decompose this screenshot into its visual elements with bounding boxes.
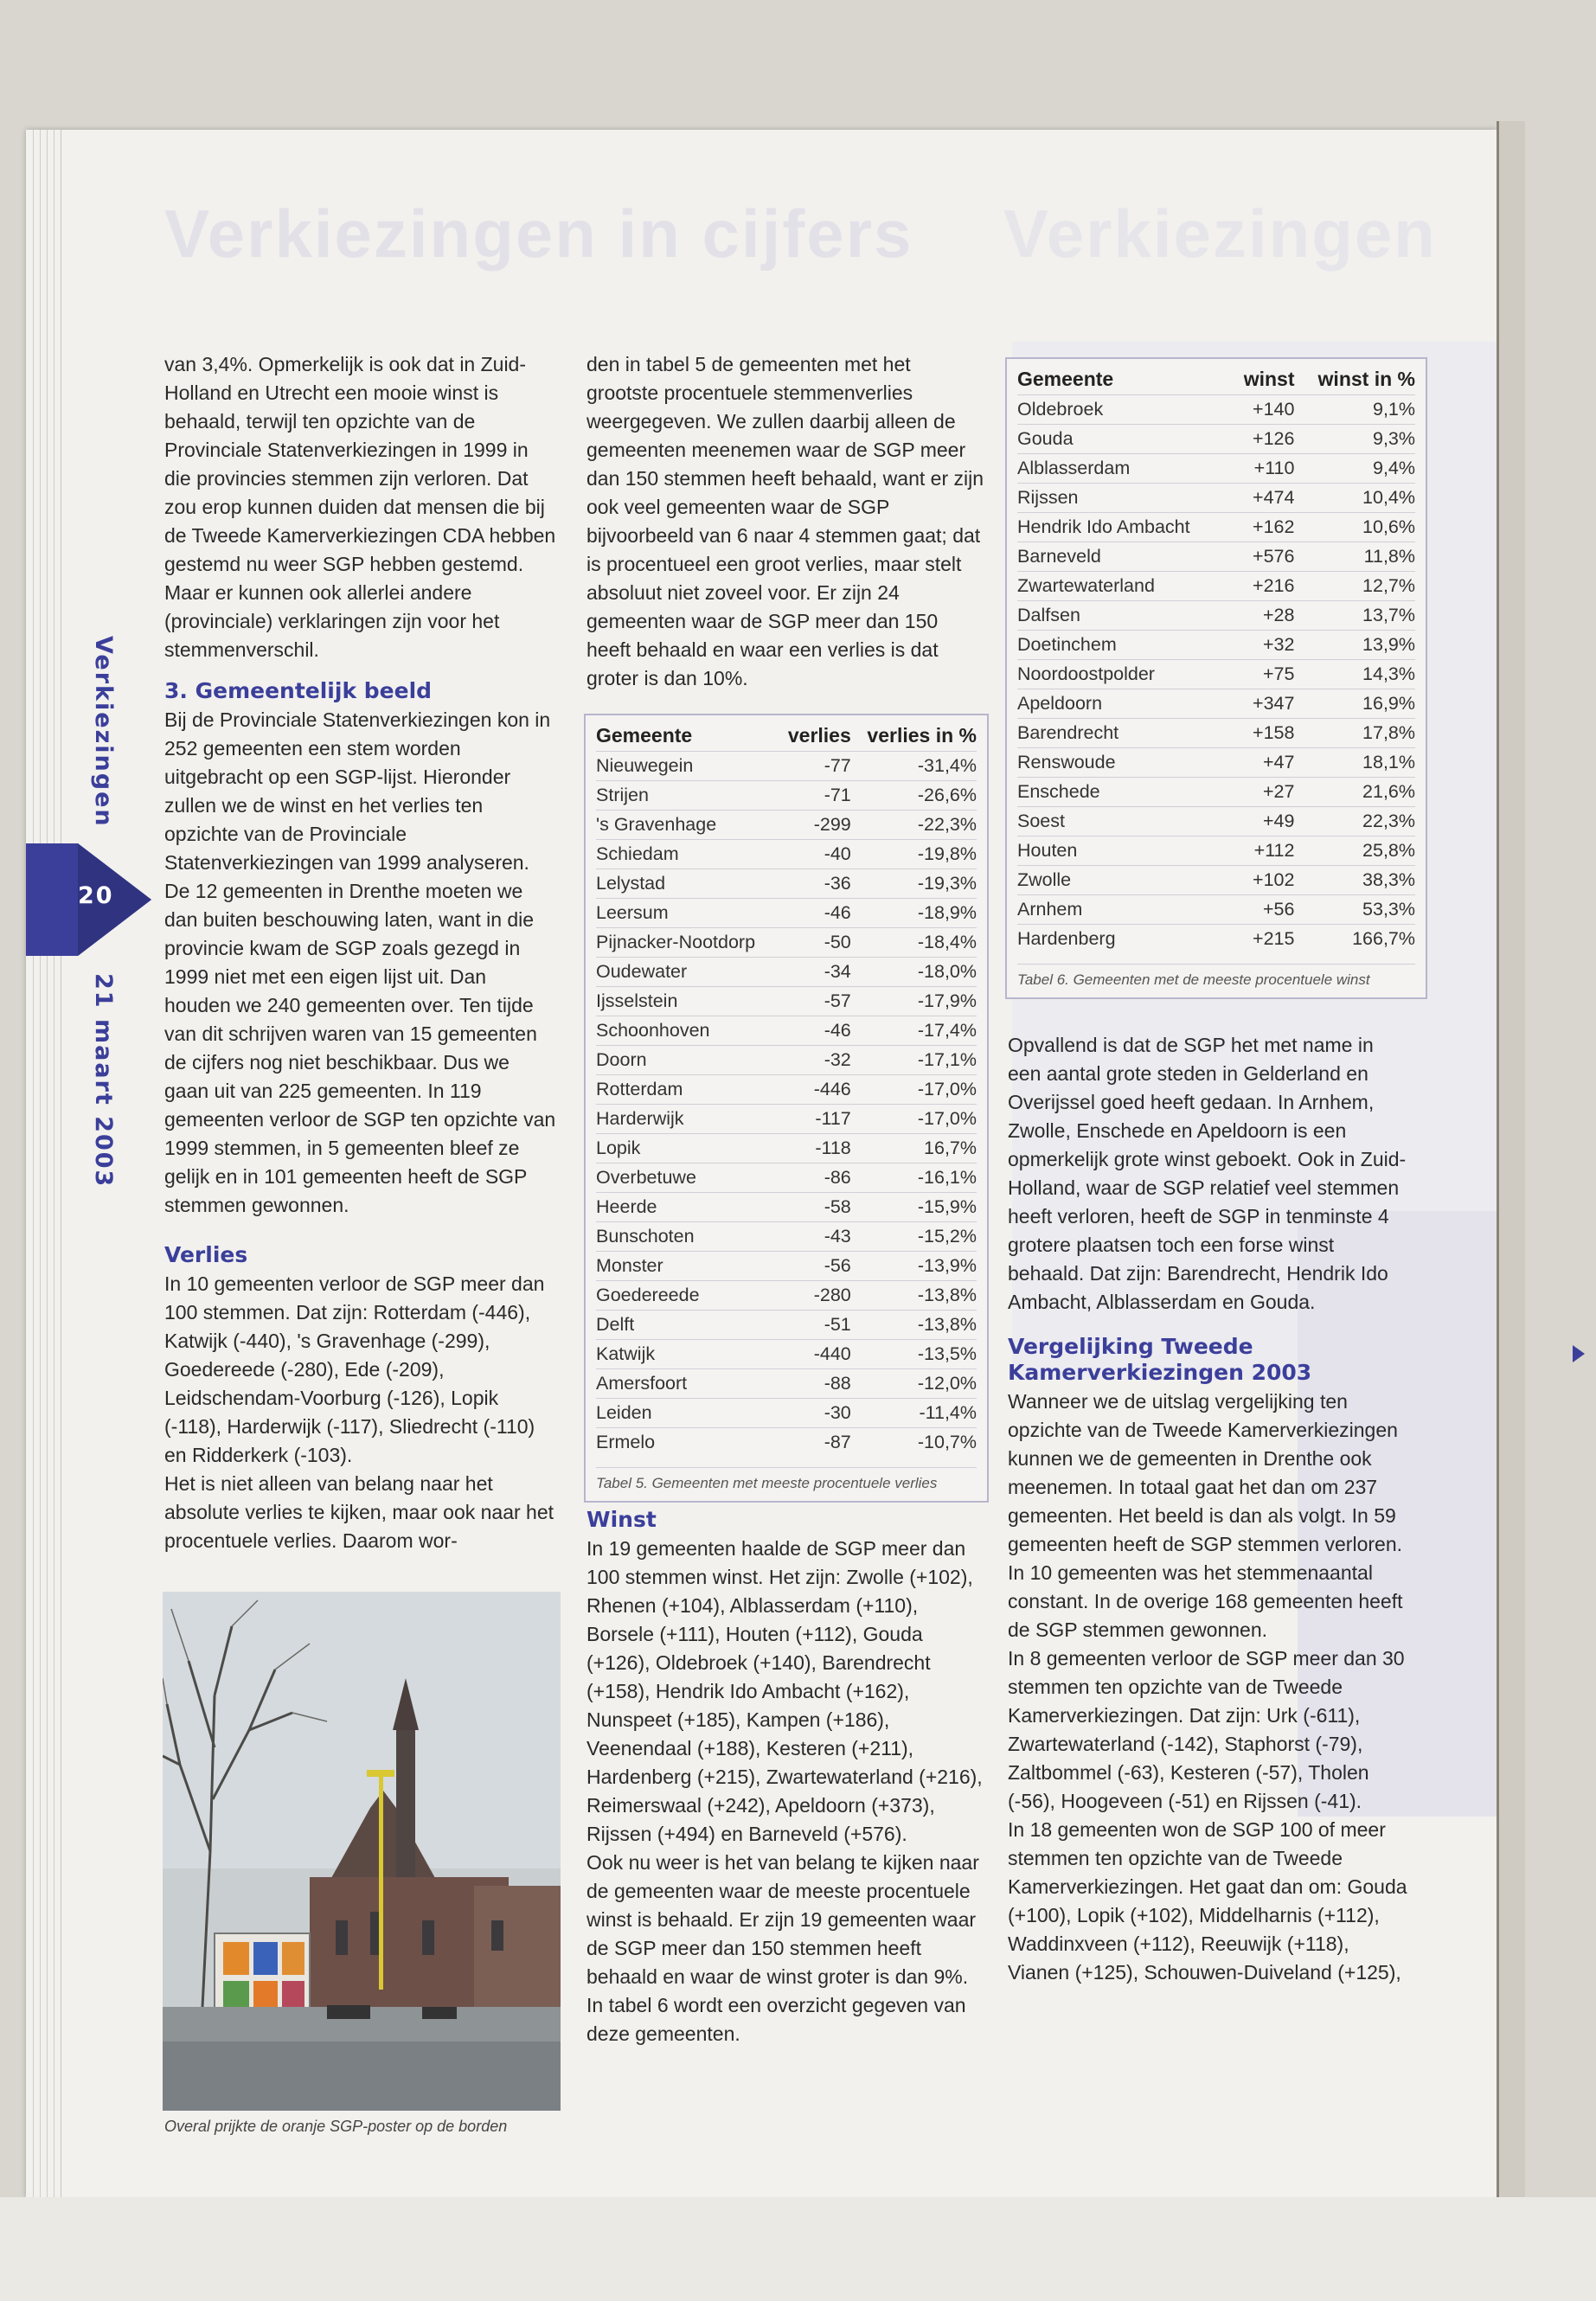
table-6-cell: +75 [1232,660,1295,689]
table-6-cell: 10,4% [1294,484,1415,513]
table-5-cell: -17,1% [851,1046,977,1075]
table-5-header: Gemeente [596,724,693,747]
table-5-row [596,1369,977,1399]
table-6-cell: Noordoostpolder [1017,660,1232,689]
table-5-cell: -11,4% [851,1399,977,1428]
table-6-row [1017,395,1415,425]
next-page-edge [1497,121,1525,2214]
table-5-cell: Schoonhoven [596,1016,779,1046]
table-5-cell: Rotterdam [596,1075,779,1105]
table-6-cell: 53,3% [1294,895,1415,925]
table-5-cell: Lopik [596,1134,779,1163]
table-6-row [1017,601,1415,631]
table-6-cell: +110 [1232,454,1295,484]
table-5-row [596,1016,977,1046]
table-6-cell: 9,3% [1294,425,1415,454]
sidebar-date: 21 maart 2003 [90,973,117,1189]
table-6-row [1017,513,1415,542]
table-6-cell: Renswoude [1017,748,1232,778]
table-5-row [596,840,977,869]
table-6-cell: Soest [1017,807,1232,836]
table-5-cell: -87 [779,1428,851,1458]
table-6-cell: Arnhem [1017,895,1232,925]
table-6-cell: 18,1% [1294,748,1415,778]
table-6-cell: 10,6% [1294,513,1415,542]
col3-para1: Opvallend is dat de SGP het met name in een aantal grote steden in Gelderland en Overijssel goed heeft gedaan. In Arnhem, Zwolle, Enschede en Apeldoorn is een opmerkelijk grote winst geboekt. Ook in Zuid-Holland, waar de SGP relatief veel stemmen heeft verloren, heeft de SGP in tenminste 4 grotere plaatsen toch een forse winst behaald. Dat zijn: Barendrecht, Hendrik Ido Ambacht, Alblasserdam en Gouda. [1008,1034,1407,1313]
table-6-cell: Apeldoorn [1017,689,1232,719]
table-6-grid [1017,368,1415,953]
table-6-cell: +56 [1232,895,1295,925]
table-6-cell: +474 [1232,484,1295,513]
table-6-row [1017,807,1415,836]
table-6-cell: +215 [1232,925,1295,954]
table-6-cell: 25,8% [1294,836,1415,866]
table-5-row [596,811,977,840]
table-6-row [1017,748,1415,778]
table-6-cell: Dalfsen [1017,601,1232,631]
table-6-cell: 13,9% [1294,631,1415,660]
table-6-cell: +102 [1232,866,1295,895]
col1-para1: Bij de Provinciale Statenverkiezingen kon in 252 gemeenten een stem worden uitgebracht op een SGP-lijst. Hieronder zullen we de winst en het verlies ten opzichte van de Provinciale Statenverkiezingen van 1999 analyseren. De 12 gemeenten in Drenthe moeten we dan buiten beschouwing laten, want in die provincie kwam de SGP zoals gezegd in 1999 niet met een eigen lijst uit. Dan houden we 240 gemeenten over. Ten tijde van dit schrijven waren van 15 gemeenten de cijfers nog niet beschikbaar. Dus we gaan uit van 225 gemeenten. In 119 gemeenten verloor de SGP ten opzichte van 1999 stemmen, in 5 gemeenten bleef ze gelijk en in 101 gemeenten heeft de SGP stemmen gewonnen. [164,708,556,1216]
table-6-cell: +216 [1232,572,1295,601]
table-6-cell: +162 [1232,513,1295,542]
table-6-header: winst [1243,368,1295,390]
table-6-row [1017,484,1415,513]
table-6-cell: +27 [1232,778,1295,807]
table-6-cell: 16,9% [1294,689,1415,719]
table-6-cell: 14,3% [1294,660,1415,689]
table-5-cell: -446 [779,1075,851,1105]
table-5-cell: -17,9% [851,987,977,1016]
table-5-cell: Ijsselstein [596,987,779,1016]
table-5-cell: -13,8% [851,1311,977,1340]
col2-para2: Ook nu weer is het van belang te kijken naar de gemeenten waar de meeste procentuele winst is behaald. Er zijn 19 gemeenten waar de SGP meer dan 150 stemmen heeft behaald en waar de winst groter is dan 9%. In tabel 6 wordt een overzicht gegeven van deze gemeenten. [586,1851,979,2045]
table-6-body [1017,395,1415,954]
table-5-cell: Leiden [596,1399,779,1428]
table-6-cell: +47 [1232,748,1295,778]
table-6-cell: 11,8% [1294,542,1415,572]
table-6-row [1017,895,1415,925]
table-6-cell: Houten [1017,836,1232,866]
table-6-header: winst in % [1317,368,1415,390]
table-5-row [596,752,977,781]
table-5-cell: Nieuwegein [596,752,779,781]
table-6-row [1017,689,1415,719]
table-5-cell: -88 [779,1369,851,1399]
table-5-cell: -19,8% [851,840,977,869]
col1-para2: In 10 gemeenten verloor de SGP meer dan 100 stemmen. Dat zijn: Rotterdam (-446), Katwijk (-440), 's Gravenhage (-299), Goedereede (-280), Ede (-209), Leidschendam-Voorburg (-126), Lopik (-118), Harderwijk (-117), Sliedrecht (-110) en Ridderkerk (-103). [164,1272,545,1466]
table-5-cell: 16,7% [851,1134,977,1163]
faded-section-title-right: Verkiezingen [1003,195,1437,272]
table-5-caption: Tabel 5. Gemeenten met meeste procentuele verlies [596,1467,977,1492]
col2-para1: In 19 gemeenten haalde de SGP meer dan 100 stemmen winst. Het zijn: Zwolle (+102), Rhenen (+104), Alblasserdam (+110), Borsele (+111), Houten (+112), Gouda (+126), Oldebroek (+140), Barendrecht (+158), Hendrik Ido Ambacht (+162), Nunspeet (+185), Kampen (+186), Veenendaal (+188), Kesteren (+211), Hardenberg (+215), Zwartewaterland (+216), Reimerswaal (+242), Apeldoorn (+373), Rijssen (+494) en Barneveld (+576). [586,1537,983,1845]
table-5-cell: -58 [779,1193,851,1222]
table-6-cell: +140 [1232,395,1295,425]
table-5-cell: Amersfoort [596,1369,779,1399]
table-5-cell: Goedereede [596,1281,779,1311]
table-6-row [1017,425,1415,454]
table-6-cell: 12,7% [1294,572,1415,601]
table-5-cell: -71 [779,781,851,811]
table-6-cell: +158 [1232,719,1295,748]
page-spine [26,130,61,2197]
table-6-cell: 9,1% [1294,395,1415,425]
table-6 [1005,357,1427,999]
table-5-row [596,1399,977,1428]
table-5-cell: -51 [779,1311,851,1340]
table-6-row [1017,572,1415,601]
table-5-cell: Leersum [596,899,779,928]
faded-section-title: Verkiezingen in cijfers [164,195,913,272]
column-2 [586,350,984,693]
table-5-cell: -13,8% [851,1281,977,1311]
table-6-cell: +576 [1232,542,1295,572]
table-6-cell: Hardenberg [1017,925,1232,954]
table-5-cell: -46 [779,1016,851,1046]
table-5-row [596,1046,977,1075]
table-6-cell: 17,8% [1294,719,1415,748]
table-6-row [1017,631,1415,660]
table-5-row [596,1193,977,1222]
table-6-cell: Doetinchem [1017,631,1232,660]
table-5-cell: Oudewater [596,958,779,987]
table-5-cell: -17,0% [851,1075,977,1105]
table-5-cell: Monster [596,1252,779,1281]
table-5-cell: -22,3% [851,811,977,840]
table-6-cell: Oldebroek [1017,395,1232,425]
table-5-cell: -40 [779,840,851,869]
table-6-cell: +112 [1232,836,1295,866]
table-5-cell: 's Gravenhage [596,811,779,840]
table-6-cell: +28 [1232,601,1295,631]
table-6-row [1017,836,1415,866]
heading-gemeentelijk-beeld: 3. Gemeentelijk beeld [164,678,433,703]
table-5-cell: -18,9% [851,899,977,928]
table-5-cell: -36 [779,869,851,899]
table-5-cell: -280 [779,1281,851,1311]
table-6-cell: Barneveld [1017,542,1232,572]
table-5-cell: -43 [779,1222,851,1252]
table-5-cell: Doorn [596,1046,779,1075]
table-6-header: Gemeente [1017,368,1114,390]
table-5-cell: -18,4% [851,928,977,958]
table-6-cell: +49 [1232,807,1295,836]
table-6-cell: 13,7% [1294,601,1415,631]
table-5-cell: -16,1% [851,1163,977,1193]
col1-para3: Het is niet alleen van belang naar het absolute verlies te kijken, maar ook naar het procentuele verlies. Daarom wor- [164,1472,554,1552]
table-5-header: verlies [787,724,851,747]
table-6-cell: +32 [1232,631,1295,660]
table-5-cell: -57 [779,987,851,1016]
table-5-row [596,1340,977,1369]
heading-verlies: Verlies [164,1242,248,1267]
sidebar-section-label: Verkiezingen [90,636,117,828]
table-5-cell: Bunschoten [596,1222,779,1252]
table-6-row [1017,925,1415,954]
table-6-caption: Tabel 6. Gemeenten met de meeste procentuele winst [1017,964,1415,989]
table-5-body [596,752,977,1458]
table-5-grid [596,724,977,1457]
table-5-cell: -31,4% [851,752,977,781]
page-number: 20 [78,882,114,909]
table-6-cell: Zwartewaterland [1017,572,1232,601]
table-5-cell: -18,0% [851,958,977,987]
table-5-row [596,1163,977,1193]
table-5-cell: Heerde [596,1193,779,1222]
table-6-row [1017,542,1415,572]
column-2-lower [586,1507,984,2048]
table-6-cell: Zwolle [1017,866,1232,895]
table-6-cell: Gouda [1017,425,1232,454]
table-5-row [596,1075,977,1105]
table-5-cell: -117 [779,1105,851,1134]
col3-para4: In 18 gemeenten won de SGP 100 of meer stemmen ten opzichte van de Tweede Kamerverkiezingen. Het gaat dan om: Gouda (+100), Lopik (+102), Middelharnis (+112), Waddinxveen (+112), Reeuwijk (+118), Vianen (+125), Schouwen-Duiveland (+125), [1008,1818,1407,1984]
table-5-cell: -13,5% [851,1340,977,1369]
table-6-cell: 38,3% [1294,866,1415,895]
street-photo [163,1592,561,2111]
table-5-cell: -17,0% [851,1105,977,1134]
table-5-cell: -30 [779,1399,851,1428]
table-5-cell: -86 [779,1163,851,1193]
heading-vergelijking: Vergelijking Tweede Kamerverkiezingen 2003 [1008,1334,1312,1385]
table-6-cell: Barendrecht [1017,719,1232,748]
table-5-row [596,1252,977,1281]
table-5-row [596,1281,977,1311]
table-6-row [1017,660,1415,689]
table-6-cell: +347 [1232,689,1295,719]
heading-winst: Winst [586,1507,657,1532]
column-3 [1008,1031,1407,1987]
table-5-cell: -26,6% [851,781,977,811]
table-6-row [1017,866,1415,895]
table-5-cell: -46 [779,899,851,928]
table-5-cell: -440 [779,1340,851,1369]
table-5 [584,714,989,1503]
table-5-cell: -17,4% [851,1016,977,1046]
edge-arrow-icon [1573,1345,1585,1362]
photo-caption: Overal prijkte de oranje SGP-poster op de borden [164,2118,508,2135]
table-6-cell: +126 [1232,425,1295,454]
col3-para3: In 8 gemeenten verloor de SGP meer dan 30 stemmen ten opzichte van de Tweede Kamerverkiezingen. Dat zijn: Urk (-611), Zwartewaterland (-142), Staphorst (-79), Zaltbommel (-63), Kesteren (-57), Tholen (-56), Hoogeveen (-51) en Rijssen (-41). [1008,1647,1405,1812]
table-5-cell: Pijnacker-Nootdorp [596,928,779,958]
table-5-cell: -19,3% [851,869,977,899]
table-5-row [596,781,977,811]
table-5-row [596,1222,977,1252]
table-6-cell: Rijssen [1017,484,1232,513]
table-6-row [1017,454,1415,484]
table-5-cell: -12,0% [851,1369,977,1399]
table-5-header: verlies in % [867,724,977,747]
table-6-row [1017,719,1415,748]
table-5-cell: -34 [779,958,851,987]
table-5-cell: -299 [779,811,851,840]
table-5-cell: -10,7% [851,1428,977,1458]
table-6-cell: 22,3% [1294,807,1415,836]
table-6-cell: 21,6% [1294,778,1415,807]
table-5-cell: -32 [779,1046,851,1075]
table-5-row [596,899,977,928]
table-6-cell: Enschede [1017,778,1232,807]
table-5-cell: -15,2% [851,1222,977,1252]
table-5-cell: Schiedam [596,840,779,869]
table-6-row [1017,778,1415,807]
table-6-cell: 166,7% [1294,925,1415,954]
table-5-cell: -13,9% [851,1252,977,1281]
table-5-row [596,1134,977,1163]
table-5-cell: -118 [779,1134,851,1163]
scan-bottom-margin [0,2197,1596,2301]
table-6-cell: 9,4% [1294,454,1415,484]
table-5-cell: Delft [596,1311,779,1340]
table-5-cell: Strijen [596,781,779,811]
table-5-row [596,869,977,899]
table-5-row [596,987,977,1016]
table-5-row [596,1428,977,1458]
table-5-row [596,1105,977,1134]
col2-intro: den in tabel 5 de gemeenten met het grootste procentuele stemmenverlies weergegeven. We zullen daarbij alleen de gemeenten meenemen waar de SGP meer dan 150 stemmen heeft behaald, want er zijn ook veel gemeenten waar de SGP bijvoorbeeld van 6 naar 4 stemmen gaat; dat is procentueel een groot verlies, maar stelt absoluut niet zoveel voor. Er zijn 24 gemeenten waar de SGP meer dan 150 heeft behaald en waar een verlies is dat groter is dan 10%. [586,353,984,689]
table-5-cell: Harderwijk [596,1105,779,1134]
table-5-cell: -56 [779,1252,851,1281]
table-6-cell: Hendrik Ido Ambacht [1017,513,1232,542]
table-5-cell: Ermelo [596,1428,779,1458]
col1-intro: van 3,4%. Opmerkelijk is ook dat in Zuid-Holland en Utrecht een mooie winst is behaald, terwijl ten opzichte van de Provinciale Statenverkiezingen in 1999 in die provincies stemmen zijn verloren. Dat zou erop kunnen duiden dat mensen die bij de Tweede Kamerverkiezingen CDA hebben gestemd nu weer SGP hebben gestemd. Maar er kunnen ook allerlei andere (provinciale) verklaringen zijn voor het stemmenverschil. [164,353,556,661]
table-5-cell: -15,9% [851,1193,977,1222]
table-5-cell: Overbetuwe [596,1163,779,1193]
table-5-cell: -77 [779,752,851,781]
table-5-cell: Lelystad [596,869,779,899]
table-5-row [596,1311,977,1340]
table-5-row [596,928,977,958]
table-5-row [596,958,977,987]
column-1 [164,350,558,1555]
col3-para2: Wanneer we de uitslag vergelijking ten opzichte van de Tweede Kamerverkiezingen kunnen we de gemeenten in Drenthe ook meenemen. In totaal gaat het dan om 237 gemeenten. Het beeld is dan als volgt. In 59 gemeenten heeft de SGP stemmen verloren. In 10 gemeenten was het stemmenaantal constant. In de overige 168 gemeenten heeft de SGP stemmen gewonnen. [1008,1390,1403,1641]
table-6-cell: Alblasserdam [1017,454,1232,484]
table-5-cell: -50 [779,928,851,958]
table-5-cell: Katwijk [596,1340,779,1369]
